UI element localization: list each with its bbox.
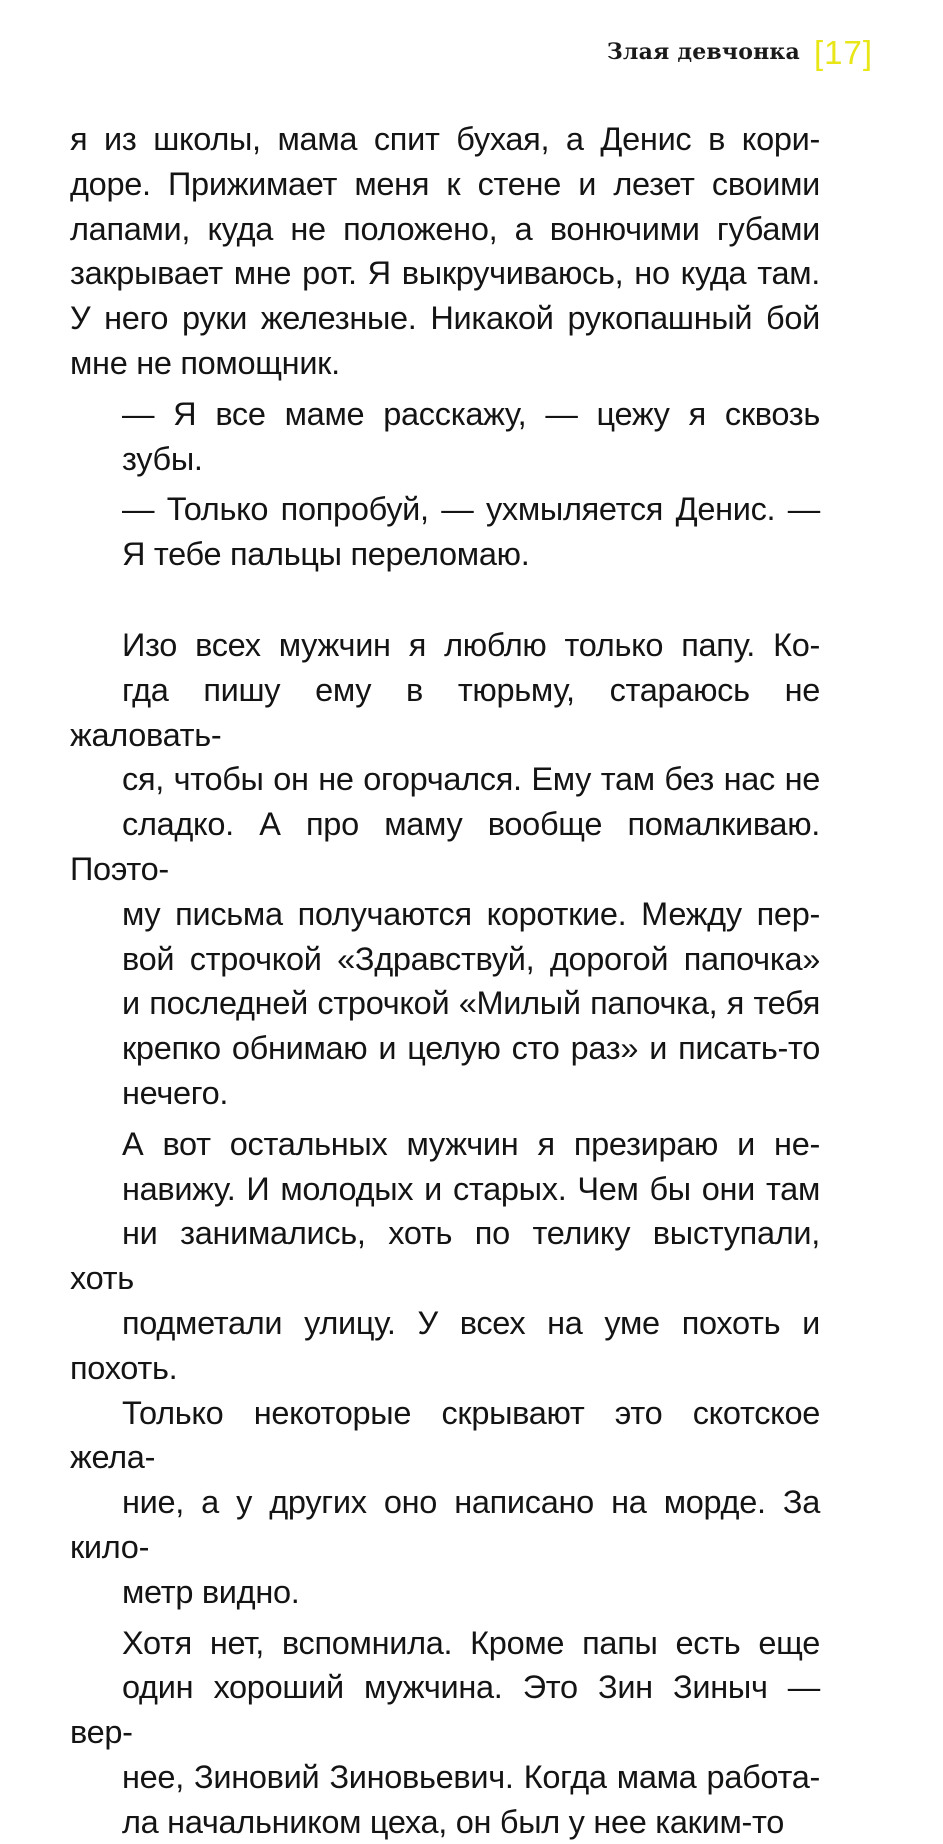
paragraph-p2 (70, 392, 820, 482)
text-line: Я тебе пальцы переломаю. (70, 532, 820, 577)
text-line: нее, Зиновий Зиновьевич. Когда мама работа- (70, 1755, 820, 1800)
text-line: А вот остальных мужчин я презираю и не- (70, 1122, 820, 1167)
paragraph-p3 (70, 487, 820, 577)
text-line: крепко обнимаю и целую сто раз» и писать-то (70, 1026, 820, 1071)
section-break (70, 577, 820, 623)
text-line: Хотя нет, вспомнила. Кроме папы есть еще (70, 1621, 820, 1666)
paragraph-p5 (70, 1122, 820, 1615)
text-line: нечего. (70, 1071, 820, 1116)
text-line: подметали улицу. У всех на уме похоть и похоть. (70, 1301, 820, 1391)
text-line: му письма получаются короткие. Между пер- (70, 892, 820, 937)
text-line: ся, чтобы он не огорчался. Ему там без нас не (70, 757, 820, 802)
text-line: ни занимались, хоть по телику выступали, хоть (70, 1211, 820, 1301)
text-line: ние, а у других оно написано на морде. За кило- (70, 1480, 820, 1570)
text-line: навижу. И молодых и старых. Чем бы они там (70, 1167, 820, 1212)
paragraph-p4 (70, 623, 820, 1116)
text-line: гда пишу ему в тюрьму, стараюсь не жаловать- (70, 668, 820, 758)
running-header (607, 32, 873, 72)
book-title: Злая девчонка (607, 39, 800, 65)
paragraph-p6 (70, 1621, 820, 1844)
text-line: закрывает мне рот. Я выкручиваюсь, но куда там. (70, 251, 820, 296)
text-line: сладко. А про маму вообще помалкиваю. Поэто- (70, 802, 820, 892)
text-line: и последней строчкой «Милый папочка, я тебя (70, 981, 820, 1026)
text-line: доре. Прижимает меня к стене и лезет своими (70, 162, 820, 207)
text-line: — Только попробуй, — ухмыляется Денис. — (70, 487, 820, 532)
text-line: — Я все маме расскажу, — цежу я сквозь (70, 392, 820, 437)
text-line: Только некоторые скрывают это скотское жела- (70, 1391, 820, 1481)
text-line: мне не помощник. (70, 341, 820, 386)
text-line: один хороший мужчина. Это Зин Зиныч — вер- (70, 1665, 820, 1755)
text-line: лапами, куда не положено, а вонючими губами (70, 207, 820, 252)
text-line: вой строчкой «Здравствуй, дорогой папочка» (70, 937, 820, 982)
text-line: Изо всех мужчин я люблю только папу. Ко- (70, 623, 820, 668)
paragraph-p1 (70, 117, 820, 386)
text-line: У него руки железные. Никакой рукопашный бой (70, 296, 820, 341)
page-number: [17] (814, 36, 873, 69)
text-line: ла начальником цеха, он был у нее каким-то (70, 1800, 820, 1844)
text-line: я из школы, мама спит бухая, а Денис в кори- (70, 117, 820, 162)
text-line: метр видно. (70, 1570, 820, 1615)
text-line: зубы. (70, 437, 820, 482)
text-body (70, 117, 820, 1844)
